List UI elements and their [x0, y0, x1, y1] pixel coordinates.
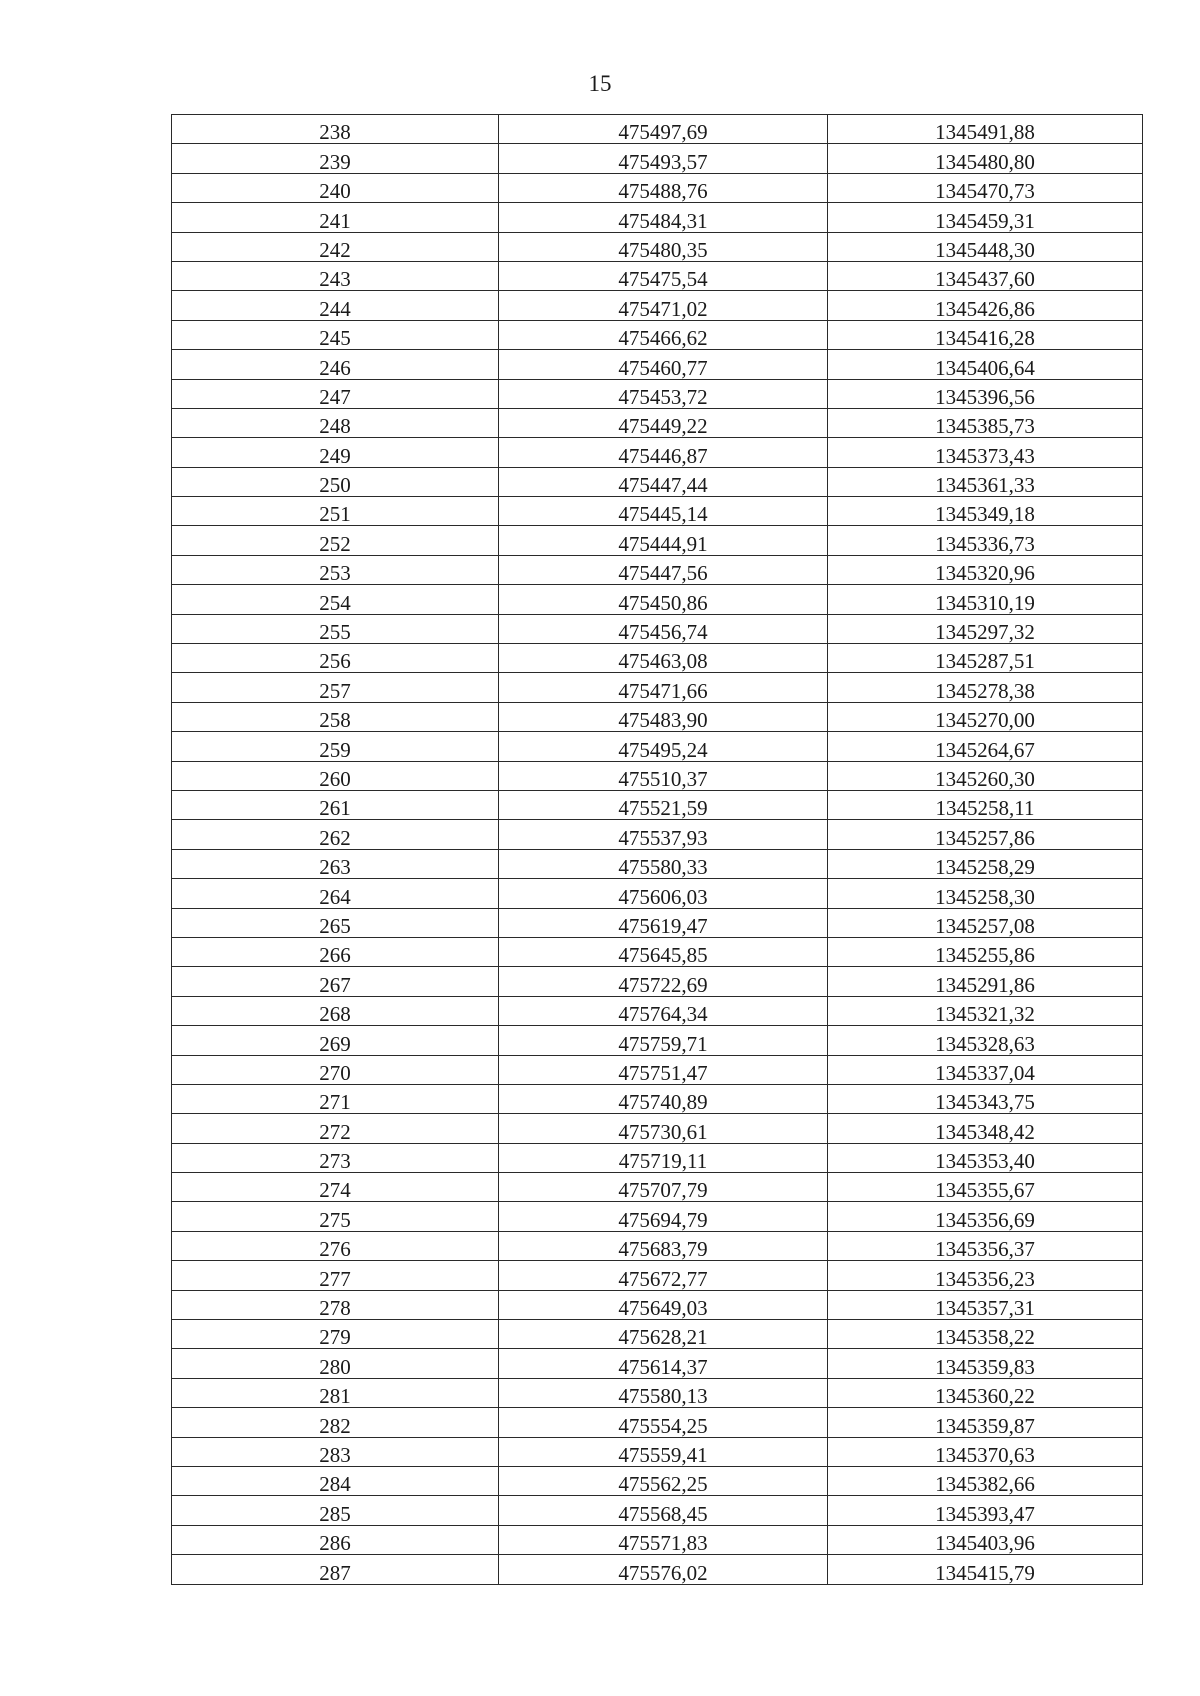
- table-row: [172, 702, 1143, 731]
- point-number-cell: 271: [172, 1084, 499, 1113]
- y-coordinate-cell: 1345360,22: [828, 1378, 1143, 1407]
- x-coordinate-cell: 475694,79: [499, 1202, 828, 1231]
- table-row: [172, 526, 1143, 555]
- point-number-cell: 257: [172, 673, 499, 702]
- y-coordinate-cell: 1345459,31: [828, 203, 1143, 232]
- point-number-cell: 268: [172, 996, 499, 1025]
- table-row: [172, 1290, 1143, 1319]
- point-number-cell: 274: [172, 1173, 499, 1202]
- table-row: [172, 1349, 1143, 1378]
- y-coordinate-cell: 1345287,51: [828, 644, 1143, 673]
- x-coordinate-cell: 475559,41: [499, 1437, 828, 1466]
- table-row: [172, 732, 1143, 761]
- table-row: [172, 1408, 1143, 1437]
- x-coordinate-cell: 475460,77: [499, 350, 828, 379]
- y-coordinate-cell: 1345343,75: [828, 1084, 1143, 1113]
- table-row: [172, 614, 1143, 643]
- x-coordinate-cell: 475510,37: [499, 761, 828, 790]
- table-row: [172, 291, 1143, 320]
- point-number-cell: 246: [172, 350, 499, 379]
- point-number-cell: 252: [172, 526, 499, 555]
- table-row: [172, 879, 1143, 908]
- y-coordinate-cell: 1345385,73: [828, 408, 1143, 437]
- table-row: [172, 673, 1143, 702]
- point-number-cell: 242: [172, 232, 499, 261]
- x-coordinate-cell: 475722,69: [499, 967, 828, 996]
- table-row: [172, 1320, 1143, 1349]
- table-row: [172, 144, 1143, 173]
- point-number-cell: 247: [172, 379, 499, 408]
- y-coordinate-cell: 1345437,60: [828, 261, 1143, 290]
- y-coordinate-cell: 1345357,31: [828, 1290, 1143, 1319]
- table-row: [172, 1496, 1143, 1525]
- point-number-cell: 269: [172, 1026, 499, 1055]
- point-number-cell: 273: [172, 1143, 499, 1172]
- table-row: [172, 379, 1143, 408]
- x-coordinate-cell: 475719,11: [499, 1143, 828, 1172]
- x-coordinate-cell: 475521,59: [499, 790, 828, 819]
- y-coordinate-cell: 1345396,56: [828, 379, 1143, 408]
- x-coordinate-cell: 475707,79: [499, 1173, 828, 1202]
- y-coordinate-cell: 1345426,86: [828, 291, 1143, 320]
- table-row: [172, 937, 1143, 966]
- y-coordinate-cell: 1345264,67: [828, 732, 1143, 761]
- table-row: [172, 1525, 1143, 1554]
- point-number-cell: 286: [172, 1525, 499, 1554]
- point-number-cell: 248: [172, 408, 499, 437]
- y-coordinate-cell: 1345336,73: [828, 526, 1143, 555]
- page-number: 15: [588, 71, 612, 96]
- x-coordinate-cell: 475562,25: [499, 1466, 828, 1495]
- y-coordinate-cell: 1345258,30: [828, 879, 1143, 908]
- point-number-cell: 279: [172, 1320, 499, 1349]
- y-coordinate-cell: 1345415,79: [828, 1555, 1143, 1584]
- table-row: [172, 1437, 1143, 1466]
- table-row: [172, 497, 1143, 526]
- table-row: [172, 555, 1143, 584]
- x-coordinate-cell: 475445,14: [499, 497, 828, 526]
- table-row: [172, 1231, 1143, 1260]
- point-number-cell: 245: [172, 320, 499, 349]
- x-coordinate-cell: 475475,54: [499, 261, 828, 290]
- x-coordinate-cell: 475456,74: [499, 614, 828, 643]
- x-coordinate-cell: 475466,62: [499, 320, 828, 349]
- point-number-cell: 283: [172, 1437, 499, 1466]
- x-coordinate-cell: 475488,76: [499, 173, 828, 202]
- point-number-cell: 238: [172, 115, 499, 144]
- point-number-cell: 282: [172, 1408, 499, 1437]
- x-coordinate-cell: 475483,90: [499, 702, 828, 731]
- point-number-cell: 256: [172, 644, 499, 673]
- point-number-cell: 280: [172, 1349, 499, 1378]
- table-row: [172, 320, 1143, 349]
- x-coordinate-cell: 475764,34: [499, 996, 828, 1025]
- x-coordinate-cell: 475580,33: [499, 849, 828, 878]
- point-number-cell: 277: [172, 1261, 499, 1290]
- table-row: [172, 1555, 1143, 1584]
- x-coordinate-cell: 475450,86: [499, 585, 828, 614]
- table-row: [172, 350, 1143, 379]
- coordinates-table-body: [172, 115, 1143, 1585]
- x-coordinate-cell: 475493,57: [499, 144, 828, 173]
- x-coordinate-cell: 475554,25: [499, 1408, 828, 1437]
- y-coordinate-cell: 1345257,86: [828, 820, 1143, 849]
- y-coordinate-cell: 1345291,86: [828, 967, 1143, 996]
- y-coordinate-cell: 1345356,37: [828, 1231, 1143, 1260]
- point-number-cell: 281: [172, 1378, 499, 1407]
- point-number-cell: 284: [172, 1466, 499, 1495]
- point-number-cell: 258: [172, 702, 499, 731]
- point-number-cell: 285: [172, 1496, 499, 1525]
- table-row: [172, 761, 1143, 790]
- x-coordinate-cell: 475740,89: [499, 1084, 828, 1113]
- point-number-cell: 240: [172, 173, 499, 202]
- point-number-cell: 266: [172, 937, 499, 966]
- y-coordinate-cell: 1345320,96: [828, 555, 1143, 584]
- x-coordinate-cell: 475444,91: [499, 526, 828, 555]
- table-row: [172, 585, 1143, 614]
- point-number-cell: 250: [172, 467, 499, 496]
- point-number-cell: 262: [172, 820, 499, 849]
- x-coordinate-cell: 475495,24: [499, 732, 828, 761]
- table-row: [172, 438, 1143, 467]
- table-row: [172, 1173, 1143, 1202]
- y-coordinate-cell: 1345370,63: [828, 1437, 1143, 1466]
- table-row: [172, 408, 1143, 437]
- y-coordinate-cell: 1345382,66: [828, 1466, 1143, 1495]
- y-coordinate-cell: 1345310,19: [828, 585, 1143, 614]
- y-coordinate-cell: 1345358,22: [828, 1320, 1143, 1349]
- y-coordinate-cell: 1345480,80: [828, 144, 1143, 173]
- table-row: [172, 203, 1143, 232]
- y-coordinate-cell: 1345353,40: [828, 1143, 1143, 1172]
- table-row: [172, 1466, 1143, 1495]
- y-coordinate-cell: 1345491,88: [828, 115, 1143, 144]
- x-coordinate-cell: 475537,93: [499, 820, 828, 849]
- x-coordinate-cell: 475645,85: [499, 937, 828, 966]
- table-row: [172, 173, 1143, 202]
- y-coordinate-cell: 1345416,28: [828, 320, 1143, 349]
- point-number-cell: 263: [172, 849, 499, 878]
- x-coordinate-cell: 475628,21: [499, 1320, 828, 1349]
- y-coordinate-cell: 1345373,43: [828, 438, 1143, 467]
- point-number-cell: 272: [172, 1114, 499, 1143]
- y-coordinate-cell: 1345270,00: [828, 702, 1143, 731]
- point-number-cell: 267: [172, 967, 499, 996]
- table-row: [172, 1261, 1143, 1290]
- point-number-cell: 239: [172, 144, 499, 173]
- x-coordinate-cell: 475606,03: [499, 879, 828, 908]
- y-coordinate-cell: 1345359,87: [828, 1408, 1143, 1437]
- y-coordinate-cell: 1345359,83: [828, 1349, 1143, 1378]
- table-row: [172, 996, 1143, 1025]
- y-coordinate-cell: 1345278,38: [828, 673, 1143, 702]
- x-coordinate-cell: 475463,08: [499, 644, 828, 673]
- table-row: [172, 1202, 1143, 1231]
- y-coordinate-cell: 1345337,04: [828, 1055, 1143, 1084]
- y-coordinate-cell: 1345258,29: [828, 849, 1143, 878]
- table-row: [172, 908, 1143, 937]
- x-coordinate-cell: 475672,77: [499, 1261, 828, 1290]
- y-coordinate-cell: 1345349,18: [828, 497, 1143, 526]
- point-number-cell: 249: [172, 438, 499, 467]
- x-coordinate-cell: 475649,03: [499, 1290, 828, 1319]
- point-number-cell: 241: [172, 203, 499, 232]
- y-coordinate-cell: 1345356,69: [828, 1202, 1143, 1231]
- point-number-cell: 264: [172, 879, 499, 908]
- table-row: [172, 820, 1143, 849]
- point-number-cell: 261: [172, 790, 499, 819]
- x-coordinate-cell: 475446,87: [499, 438, 828, 467]
- x-coordinate-cell: 475580,13: [499, 1378, 828, 1407]
- x-coordinate-cell: 475619,47: [499, 908, 828, 937]
- point-number-cell: 276: [172, 1231, 499, 1260]
- y-coordinate-cell: 1345355,67: [828, 1173, 1143, 1202]
- x-coordinate-cell: 475614,37: [499, 1349, 828, 1378]
- point-number-cell: 278: [172, 1290, 499, 1319]
- table-row: [172, 967, 1143, 996]
- point-number-cell: 265: [172, 908, 499, 937]
- y-coordinate-cell: 1345393,47: [828, 1496, 1143, 1525]
- y-coordinate-cell: 1345448,30: [828, 232, 1143, 261]
- x-coordinate-cell: 475471,02: [499, 291, 828, 320]
- table-row: [172, 1055, 1143, 1084]
- coordinates-table: [171, 114, 1143, 1585]
- y-coordinate-cell: 1345255,86: [828, 937, 1143, 966]
- x-coordinate-cell: 475447,44: [499, 467, 828, 496]
- table-row: [172, 644, 1143, 673]
- y-coordinate-cell: 1345257,08: [828, 908, 1143, 937]
- y-coordinate-cell: 1345260,30: [828, 761, 1143, 790]
- point-number-cell: 270: [172, 1055, 499, 1084]
- x-coordinate-cell: 475571,83: [499, 1525, 828, 1554]
- x-coordinate-cell: 475497,69: [499, 115, 828, 144]
- point-number-cell: 253: [172, 555, 499, 584]
- y-coordinate-cell: 1345361,33: [828, 467, 1143, 496]
- point-number-cell: 287: [172, 1555, 499, 1584]
- y-coordinate-cell: 1345297,32: [828, 614, 1143, 643]
- table-row: [172, 467, 1143, 496]
- table-row: [172, 1143, 1143, 1172]
- table-row: [172, 261, 1143, 290]
- x-coordinate-cell: 475453,72: [499, 379, 828, 408]
- x-coordinate-cell: 475484,31: [499, 203, 828, 232]
- table-row: [172, 1084, 1143, 1113]
- y-coordinate-cell: 1345321,32: [828, 996, 1143, 1025]
- table-row: [172, 115, 1143, 144]
- x-coordinate-cell: 475447,56: [499, 555, 828, 584]
- x-coordinate-cell: 475683,79: [499, 1231, 828, 1260]
- y-coordinate-cell: 1345406,64: [828, 350, 1143, 379]
- point-number-cell: 260: [172, 761, 499, 790]
- point-number-cell: 254: [172, 585, 499, 614]
- point-number-cell: 259: [172, 732, 499, 761]
- point-number-cell: 244: [172, 291, 499, 320]
- x-coordinate-cell: 475471,66: [499, 673, 828, 702]
- point-number-cell: 275: [172, 1202, 499, 1231]
- table-row: [172, 1026, 1143, 1055]
- y-coordinate-cell: 1345328,63: [828, 1026, 1143, 1055]
- y-coordinate-cell: 1345258,11: [828, 790, 1143, 819]
- x-coordinate-cell: 475730,61: [499, 1114, 828, 1143]
- point-number-cell: 243: [172, 261, 499, 290]
- x-coordinate-cell: 475751,47: [499, 1055, 828, 1084]
- table-row: [172, 1378, 1143, 1407]
- y-coordinate-cell: 1345348,42: [828, 1114, 1143, 1143]
- y-coordinate-cell: 1345470,73: [828, 173, 1143, 202]
- x-coordinate-cell: 475568,45: [499, 1496, 828, 1525]
- point-number-cell: 255: [172, 614, 499, 643]
- x-coordinate-cell: 475449,22: [499, 408, 828, 437]
- x-coordinate-cell: 475480,35: [499, 232, 828, 261]
- x-coordinate-cell: 475759,71: [499, 1026, 828, 1055]
- point-number-cell: 251: [172, 497, 499, 526]
- y-coordinate-cell: 1345403,96: [828, 1525, 1143, 1554]
- table-row: [172, 790, 1143, 819]
- table-row: [172, 849, 1143, 878]
- table-row: [172, 232, 1143, 261]
- x-coordinate-cell: 475576,02: [499, 1555, 828, 1584]
- y-coordinate-cell: 1345356,23: [828, 1261, 1143, 1290]
- table-row: [172, 1114, 1143, 1143]
